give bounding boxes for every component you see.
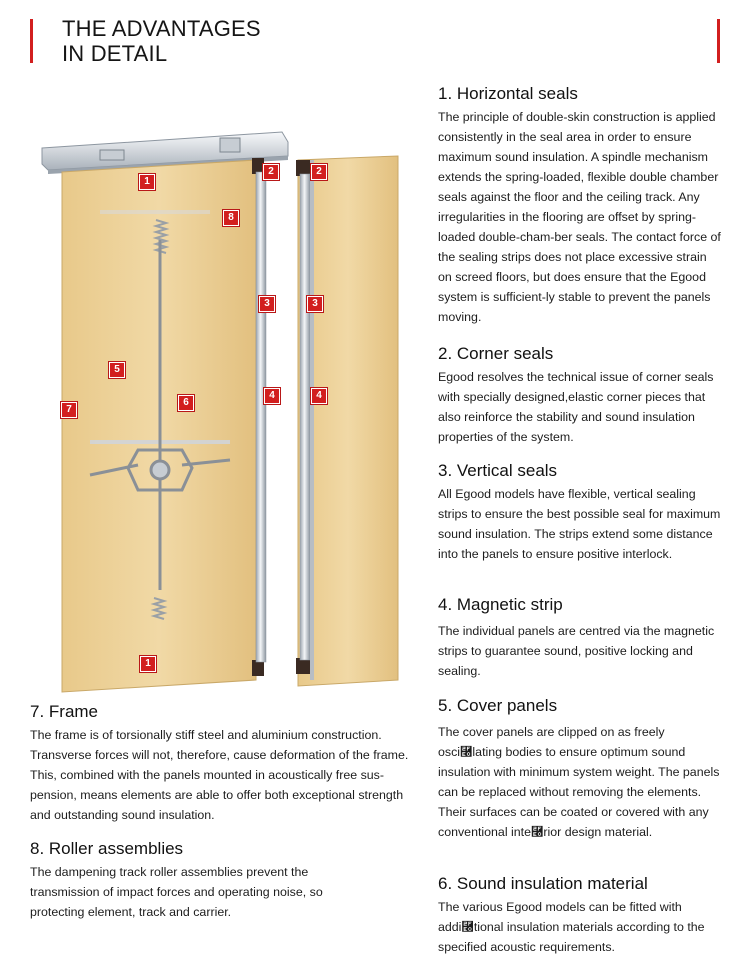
section-title: 5. Cover panels	[438, 696, 558, 715]
section-frame	[30, 702, 410, 825]
panel-drawing	[30, 120, 430, 695]
section-title: 3. Vertical seals	[438, 461, 558, 480]
callout-4-left: 4	[264, 388, 280, 404]
callout-2-left: 2	[263, 164, 279, 180]
section-horizontal-seals	[438, 84, 723, 327]
section-body: The cover panels are clipped on as freely osci⿠lating bodies to ensure optimum sound insulation with minimum system weight. The panels can be replaced without removing the elements. Their surfaces can be coated or covered with any conventional inte⿠rior design material.	[438, 725, 720, 839]
corner-seal-bottom	[252, 660, 264, 676]
header-accent-right	[717, 19, 720, 63]
callout-3-left: 3	[259, 296, 275, 312]
vertical-seal-strip	[256, 172, 266, 662]
section-title: 4. Magnetic strip	[438, 595, 563, 614]
section-magnetic-strip	[438, 595, 723, 681]
section-title: 8. Roller assemblies	[30, 839, 184, 858]
callout-8: 8	[223, 210, 239, 226]
section-body: The dampening track roller assemblies prevent the transmission of impact forces and operating noise, so protecting element, track and carrier.	[30, 865, 323, 919]
section-title: 1. Horizontal seals	[438, 84, 578, 103]
section-body: The principle of double-skin construction is applied consistently in the seal area in order to ensure maximum sound insulation. A spindle mechanism extends the spring-loaded, flexible double chamber seals against the floor and the ceiling track. Any irregularities in the flooring are offset by spring-loaded double-cham-ber seals. The contact force of the sealing strips does not place excessive strain on screed floors, but does ensure that the Egood system is sufficient-ly stable to prevent the panels moving.	[438, 110, 721, 324]
section-title: 7. Frame	[30, 702, 99, 721]
section-corner-seals	[438, 344, 723, 447]
callout-7: 7	[61, 402, 77, 418]
side-vertical-seal	[300, 174, 310, 660]
callout-3-right: 3	[307, 296, 323, 312]
header-accent-left	[30, 19, 33, 63]
section-sound-insulation	[438, 874, 723, 957]
page-title: THE ADVANTAGES IN DETAIL	[62, 16, 261, 66]
callout-1-top: 1	[139, 174, 155, 190]
section-body: The various Egood models can be fitted with addi⿠tional insulation materials according to the specified acoustic requirements.	[438, 900, 705, 954]
section-title: 6. Sound insulation material	[438, 874, 648, 893]
roller-assembly	[220, 138, 240, 152]
section-body: The individual panels are centred via the magnetic strips to guarantee sound, positive locking and sealing.	[438, 624, 715, 678]
section-body: The frame is of torsionally stiff steel and aluminium construction. Transverse forces will not, therefore, cause deformation of the frame. This, combined with the panels mounted in acoustically free sus- pension, means elements are able to offer both exceptional strength and outstanding sound insulation.	[30, 728, 409, 822]
section-roller-assemblies	[30, 839, 410, 922]
panel-illustration	[30, 120, 430, 695]
callout-4-right: 4	[311, 388, 327, 404]
callout-6: 6	[178, 395, 194, 411]
section-title: 2. Corner seals	[438, 344, 554, 363]
callout-5: 5	[109, 362, 125, 378]
section-cover-panels	[438, 696, 723, 842]
callout-2-right: 2	[311, 164, 327, 180]
callout-1-bottom: 1	[140, 656, 156, 672]
section-vertical-seals	[438, 461, 723, 564]
section-body: Egood resolves the technical issue of corner seals with specially designed,elastic corner pieces that also reinforce the stability and sound insulation properties of the system.	[438, 370, 714, 444]
section-body: All Egood models have flexible, vertical sealing strips to ensure the best possible seal for maximum sound insulation. The strips extend some distance into the panels to ensure positive interlock.	[438, 487, 721, 561]
